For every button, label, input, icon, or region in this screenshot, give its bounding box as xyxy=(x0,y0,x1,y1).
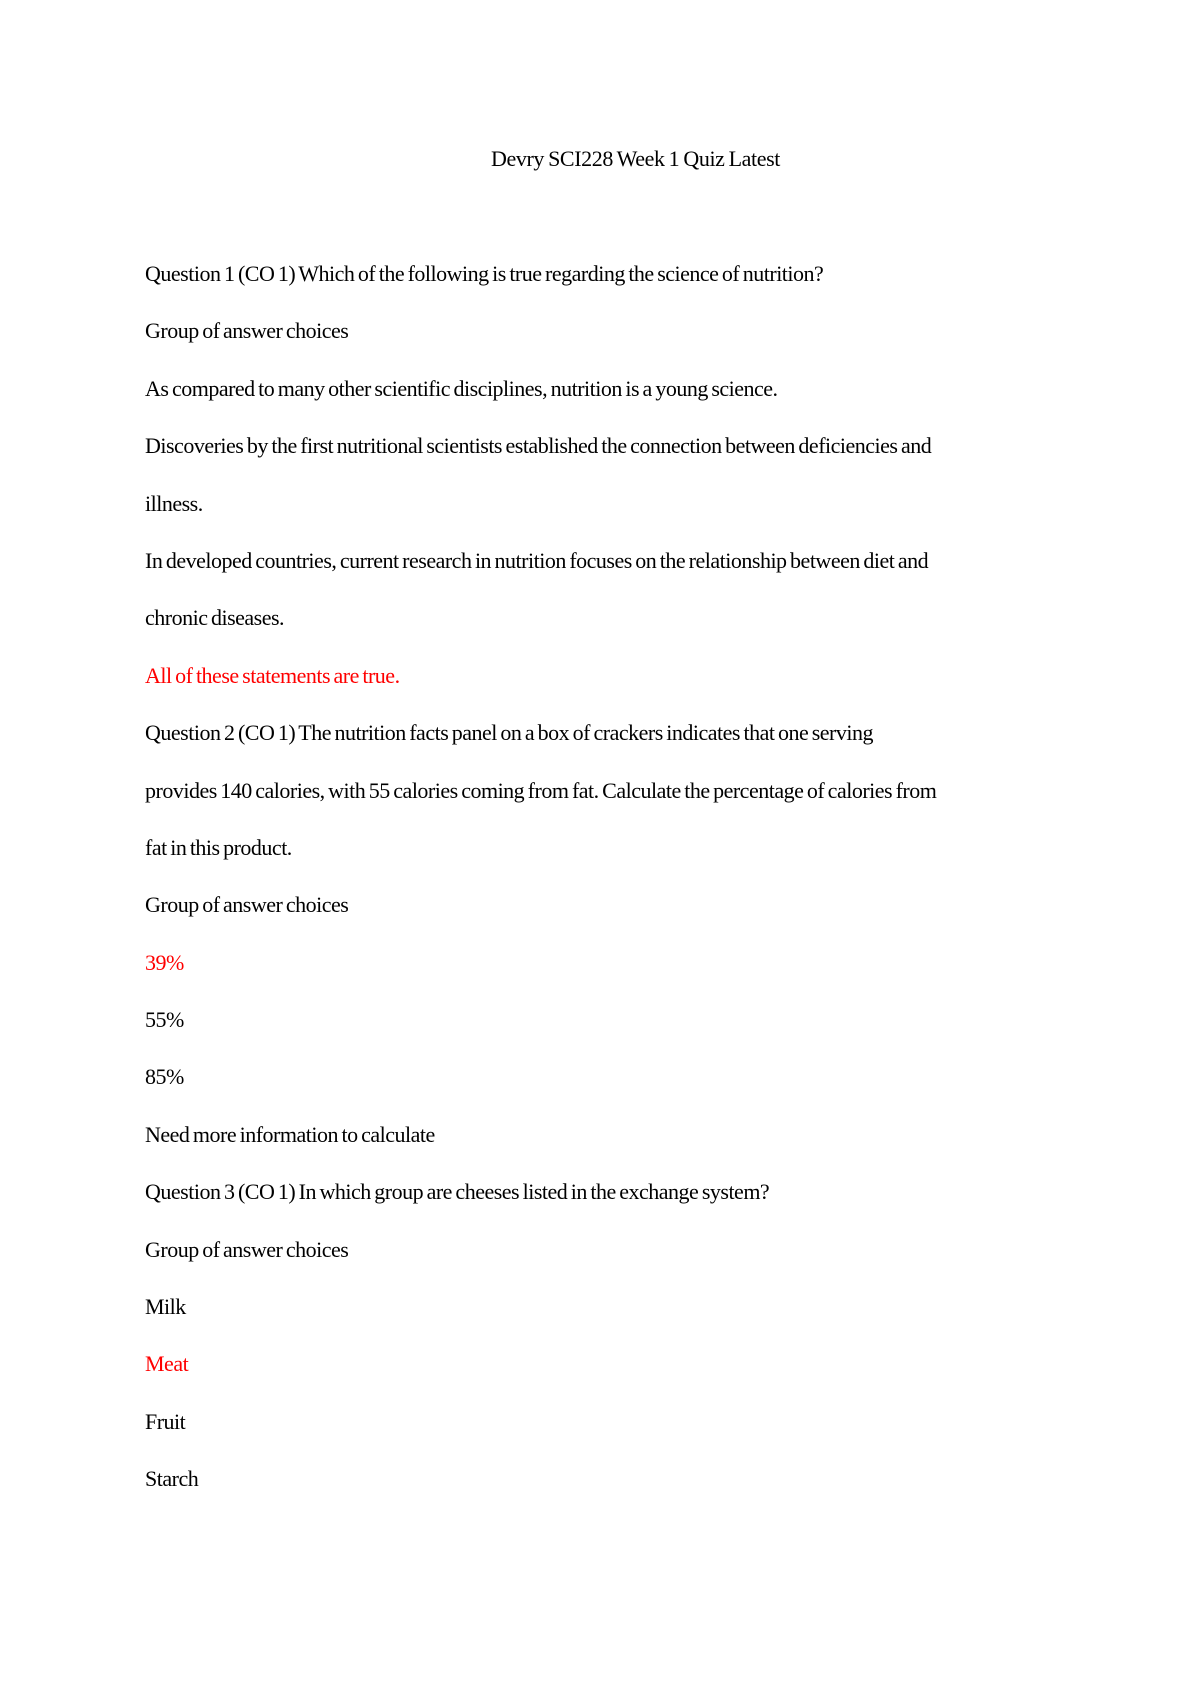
answer-choice: Milk xyxy=(145,1294,186,1320)
question-2 xyxy=(145,718,1045,1177)
question-prompt-continued: fat in this product. xyxy=(145,834,292,860)
answer-choice: 55% xyxy=(145,1007,184,1033)
correct-answer-choice: Meat xyxy=(145,1351,189,1377)
document-title-text: Devry SCI228 Week 1 Quiz Latest xyxy=(491,146,780,171)
document-title xyxy=(0,144,1191,174)
answer-choice: In developed countries, current research in nutrition focuses on the relationship between diet and xyxy=(145,547,929,573)
answer-choice: Discoveries by the first nutritional scientists established the connection between deficiencies and xyxy=(145,433,932,459)
correct-answer-choice: 39% xyxy=(145,949,184,975)
question-prompt: Question 3 (CO 1) In which group are cheeses listed in the exchange system? xyxy=(145,1179,770,1205)
question-1 xyxy=(145,259,1045,718)
correct-answer-choice: All of these statements are true. xyxy=(145,662,400,688)
answer-group-label: Group of answer choices xyxy=(145,318,349,344)
answer-group-label: Group of answer choices xyxy=(145,892,349,918)
answer-choice: As compared to many other scientific disciplines, nutrition is a young science. xyxy=(145,375,778,401)
question-prompt: Question 2 (CO 1) The nutrition facts panel on a box of crackers indicates that one serving xyxy=(145,720,873,746)
answer-choice-continued: illness. xyxy=(145,490,203,516)
answer-choice: Need more information to calculate xyxy=(145,1121,435,1147)
question-prompt-continued: provides 140 calories, with 55 calories coming from fat. Calculate the percentage of calories from xyxy=(145,777,937,803)
answer-choice: Fruit xyxy=(145,1408,186,1434)
answer-choice: Starch xyxy=(145,1466,199,1492)
quiz-body xyxy=(145,259,1045,1522)
answer-choice-continued: chronic diseases. xyxy=(145,605,285,631)
question-3 xyxy=(145,1177,1045,1521)
question-prompt: Question 1 (CO 1) Which of the following is true regarding the science of nutrition? xyxy=(145,261,824,286)
answer-choice: 85% xyxy=(145,1064,184,1090)
answer-group-label: Group of answer choices xyxy=(145,1236,349,1262)
